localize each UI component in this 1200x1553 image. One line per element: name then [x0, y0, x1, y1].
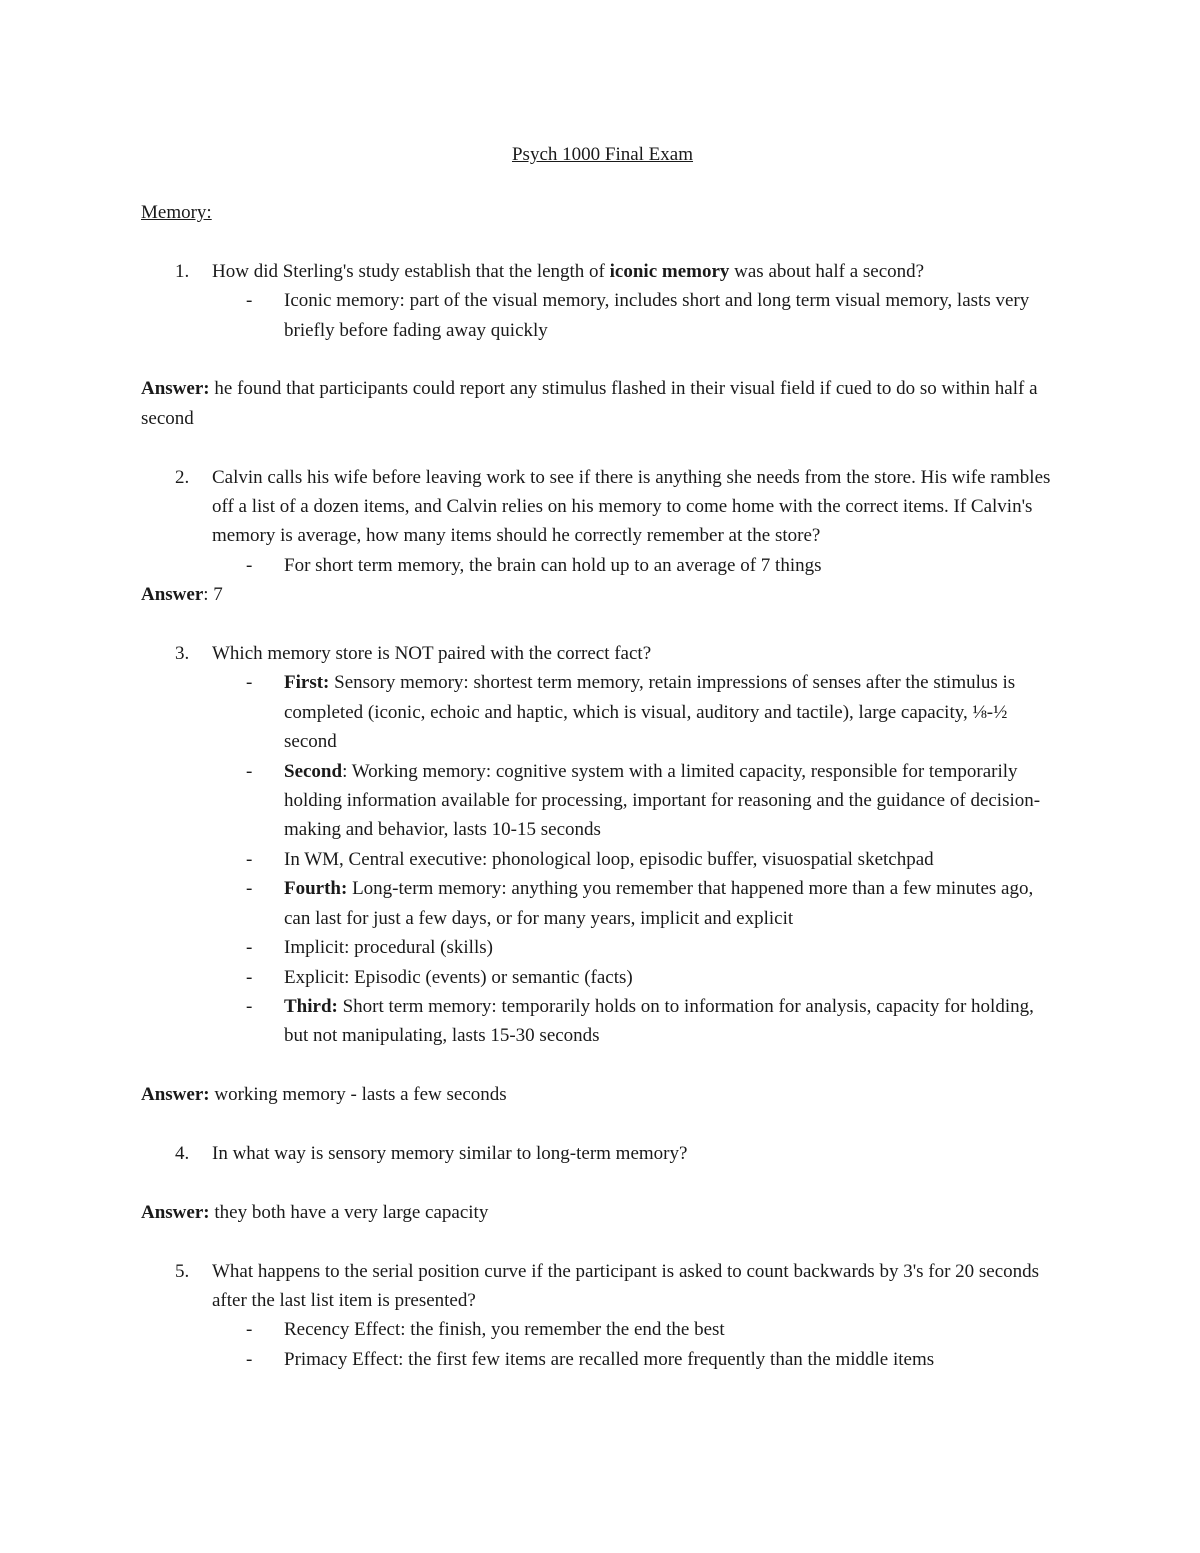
question-text: What happens to the serial position curve if the participant is asked to count backwards by 3's for 20 seconds after the last list item is presented? [212, 1260, 1040, 1311]
question-number: 5. [175, 1260, 190, 1282]
bullet-item: - Iconic memory: part of the visual memory, includes short and long term visual memory, lasts very briefly before fading away quickly [246, 290, 1030, 341]
bullet-item-recency: - Recency Effect: the finish, you remember the end the best [246, 1319, 725, 1341]
question-number: 1. [175, 260, 190, 282]
answer-2: Answer: 7 [141, 584, 223, 606]
question-text: How did Sterling's study establish that the length of iconic memory was about half a second? [212, 260, 925, 282]
bullet-item-first: - First: Sensory memory: shortest term memory, retain impressions of senses after the stimulus is completed (iconic, echoic and haptic, which is visual, auditory and tactile), large capacity, ⅛-½ second [246, 672, 1016, 753]
bullet-item-explicit: - Explicit: Episodic (events) or semantic (facts) [246, 966, 633, 988]
bullet-item-third: - Third: Short term memory: temporarily holds on to information for analysis, capacity for holding, but not manipulating, lasts 15-30 seconds [246, 995, 1034, 1047]
bullet-item: - For short term memory, the brain can hold up to an average of 7 things [246, 554, 822, 576]
bullet-item-implicit: - Implicit: procedural (skills) [246, 937, 493, 959]
answer-3: Answer: working memory - lasts a few seconds [141, 1084, 507, 1106]
answer-1: Answer: he found that participants could report any stimulus flashed in their visual field if cued to do so within half a second [141, 378, 1038, 429]
bullet-item-fourth: - Fourth: Long-term memory: anything you remember that happened more than a few minutes ago, can last for just a few days, or for many years, implicit and explicit [246, 878, 1034, 929]
question-5 [141, 1257, 1060, 1375]
question-3 [141, 639, 1060, 1051]
bullet-item-second: - Second: Working memory: cognitive system with a limited capacity, responsible for temporarily holding information available for processing, important for reasoning and the guidance of decision-making and behavior, lasts 10-15 seconds [246, 760, 1041, 841]
question-4 [141, 1139, 1060, 1168]
bullet-item-primacy: - Primacy Effect: the first few items are recalled more frequently than the middle items [246, 1348, 935, 1370]
section-heading-memory: Memory: [141, 202, 212, 224]
question-2 [141, 463, 1060, 581]
question-text: In what way is sensory memory similar to long-term memory? [212, 1142, 688, 1164]
question-number: 3. [175, 643, 190, 665]
answer-4: Answer: they both have a very large capacity [141, 1201, 489, 1223]
question-number: 2. [175, 466, 190, 488]
question-text: Which memory store is NOT paired with the correct fact? [212, 643, 652, 665]
bullet-list [212, 668, 1060, 1050]
bullet-item-wm: - In WM, Central executive: phonological loop, episodic buffer, visuospatial sketchpad [246, 848, 934, 870]
document-title: Psych 1000 Final Exam [511, 144, 694, 165]
question-text: Calvin calls his wife before leaving work to see if there is anything she needs from the store. His wife rambles off a list of a dozen items, and Calvin relies on his memory to come home with the correct items. If Calvin's memory is average, how many items should he correctly remember at the store? [212, 466, 1051, 547]
question-number: 4. [175, 1142, 190, 1164]
bullet-list [212, 551, 1060, 580]
question-1 [141, 257, 1060, 345]
bullet-list [212, 1315, 1060, 1374]
bullet-list [212, 286, 1060, 345]
